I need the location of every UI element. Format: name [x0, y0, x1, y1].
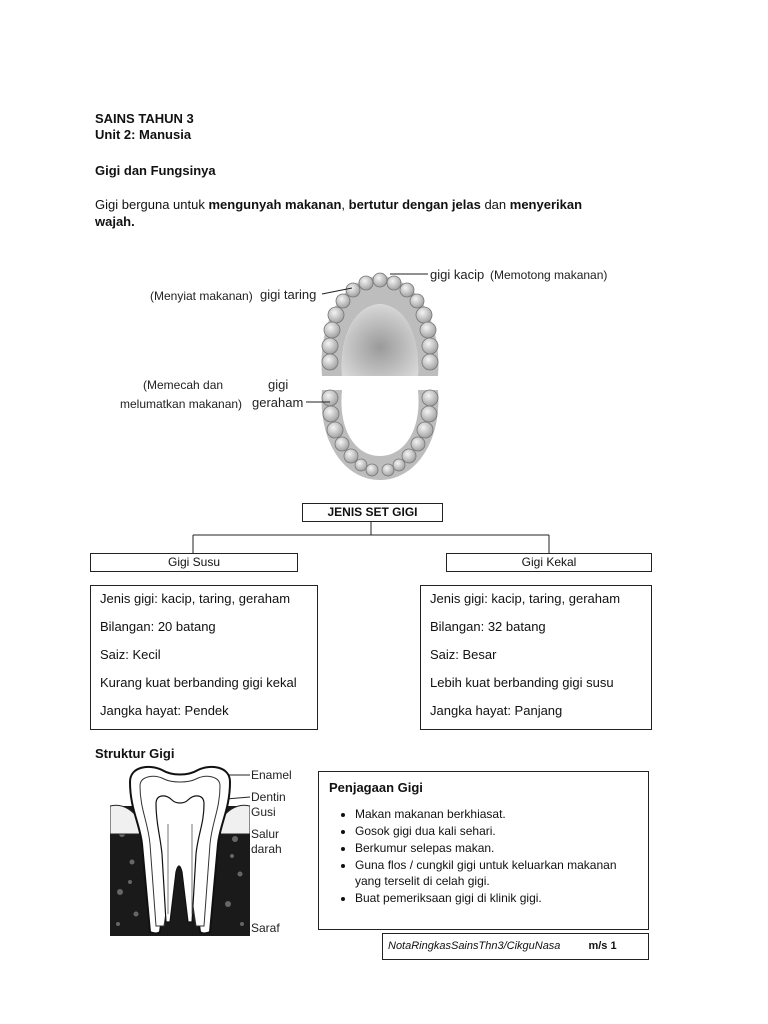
footer-source: NotaRingkasSainsThn3/CikguNasa: [388, 940, 561, 952]
gigi-susu-item: Bilangan: 20 batang: [100, 619, 216, 634]
gigi-kekal-header: Gigi Kekal: [446, 553, 652, 572]
gigi-susu-item: Jangka hayat: Pendek: [100, 703, 229, 718]
label-salur: Salur: [251, 827, 280, 841]
tooth-structure-diagram: [110, 764, 250, 936]
intro-bold-2: bertutur dengan jelas: [348, 197, 481, 212]
intro-text-2: ,: [341, 197, 349, 212]
care-item: • Berkumur selepas makan.: [355, 840, 638, 856]
gigi-kekal-item: Lebih kuat berbanding gigi susu: [430, 675, 614, 690]
care-item: • Buat pemeriksaan gigi di klinik gigi.: [355, 890, 638, 906]
label-gigi-taring: gigi taring: [260, 287, 317, 302]
care-item: • Makan makanan berkhiasat.: [355, 806, 638, 822]
gigi-kekal-item: Jenis gigi: kacip, taring, geraham: [430, 591, 621, 606]
penjagaan-gigi-list: [329, 806, 638, 906]
gigi-susu-info-box: [90, 585, 318, 730]
label-enamel: Enamel: [251, 768, 292, 782]
care-item: • Guna flos / cungkil gigi untuk keluarkan makanan yang terselit di celah gigi.: [355, 857, 638, 889]
gigi-susu-header: Gigi Susu: [90, 553, 298, 572]
struktur-gigi-title: Struktur Gigi: [95, 746, 175, 761]
intro-text-1: Gigi berguna untuk: [95, 197, 209, 212]
label-darah: darah: [251, 842, 282, 856]
label-taring-function: (Menyiat makanan): [150, 289, 253, 303]
label-gusi: Gusi: [251, 805, 276, 819]
gigi-kekal-item: Jangka hayat: Panjang: [430, 703, 563, 718]
label-geraham-function-2: melumatkan makanan): [120, 397, 243, 411]
penjagaan-gigi-title: Penjagaan Gigi: [329, 780, 423, 795]
care-item: • Gosok gigi dua kali sehari.: [355, 823, 638, 839]
intro-bold-3: menyerikan: [509, 197, 583, 212]
intro-text-3: dan: [480, 197, 510, 212]
footer-page-number: m/s 1: [588, 940, 617, 952]
document-subject: SAINS TAHUN 3: [95, 111, 194, 126]
tree-root-box: JENIS SET GIGI: [302, 503, 443, 522]
label-gigi-geraham-2: geraham: [252, 395, 304, 410]
label-gigi-kacip: gigi kacip: [430, 267, 485, 282]
intro-bold-1: mengunyah makanan: [208, 197, 342, 212]
section-title: Gigi dan Fungsinya: [95, 163, 216, 178]
gigi-susu-item: Jenis gigi: kacip, taring, geraham: [100, 591, 291, 606]
label-gigi-geraham-1: gigi: [268, 377, 289, 392]
penjagaan-gigi-box: [318, 771, 649, 930]
gigi-susu-item: Saiz: Kecil: [100, 647, 161, 662]
gigi-kekal-info-box: [420, 585, 652, 730]
label-dentin: Dentin: [251, 790, 286, 804]
gigi-susu-item: Kurang kuat berbanding gigi kekal: [100, 675, 297, 690]
document-unit: Unit 2: Manusia: [95, 127, 192, 142]
gigi-kekal-item: Bilangan: 32 batang: [430, 619, 546, 634]
label-kacip-function: (Memotong makanan): [490, 268, 608, 282]
gigi-kekal-item: Saiz: Besar: [430, 647, 497, 662]
label-geraham-function-1: (Memecah dan: [143, 378, 224, 392]
footer-box: [382, 933, 649, 960]
intro-bold-4: wajah.: [95, 214, 135, 229]
label-saraf: Saraf: [251, 921, 280, 935]
